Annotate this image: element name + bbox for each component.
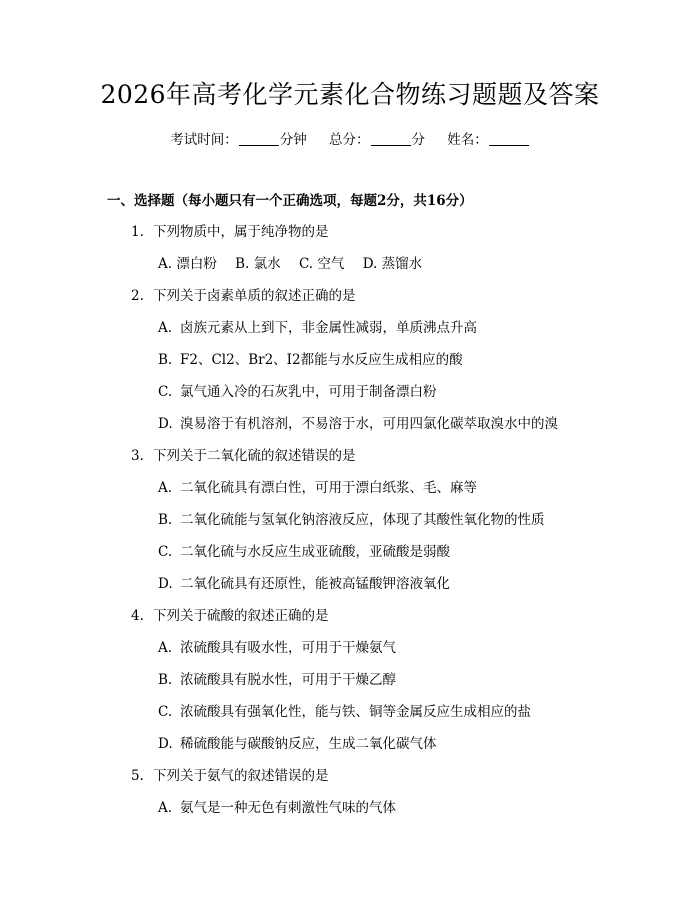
option-letter: C.	[298, 256, 314, 272]
option-letter: B.	[158, 512, 173, 528]
section-heading: 一、选择题（每小题只有一个正确选项，每题2分，共16分）	[107, 193, 473, 209]
question-number: 5.	[131, 768, 144, 784]
option-item	[158, 574, 450, 594]
question-stem	[131, 286, 356, 306]
option-item	[158, 670, 396, 690]
option-text: 二氧化硫具有还原性，能被高锰酸钾溶液氧化	[180, 576, 450, 592]
option-letter: B.	[235, 256, 250, 272]
exam-meta-line	[0, 130, 700, 150]
option-item	[158, 414, 558, 434]
option-item	[363, 256, 422, 272]
option-text: 浓硫酸具有强氧化性，能与铁、铜等金属反应生成相应的盐	[180, 704, 531, 720]
total-score-label: 总分：	[329, 132, 370, 148]
question-stem	[131, 766, 329, 786]
option-text: 溴易溶于有机溶剂，不易溶于水，可用四氯化碳萃取溴水中的溴	[180, 416, 558, 432]
option-letter: A.	[158, 256, 173, 272]
option-item	[299, 256, 344, 272]
option-item	[158, 798, 396, 818]
question-number: 3.	[131, 448, 144, 464]
question-text: 下列关于二氧化硫的叙述错误的是	[153, 448, 356, 464]
question-number: 4.	[131, 608, 144, 624]
option-letter: C.	[158, 544, 173, 560]
option-item	[158, 734, 437, 754]
option-text: 氯气通入冷的石灰乳中，可用于制备漂白粉	[180, 384, 437, 400]
option-item	[158, 542, 450, 562]
option-letter: C.	[158, 384, 173, 400]
option-letter: D.	[362, 256, 378, 272]
option-item	[158, 702, 531, 722]
total-score-field	[329, 130, 425, 150]
option-row	[158, 254, 436, 274]
option-text: F2、Cl2、Br2、I2都能与水反应生成相应的酸	[180, 352, 463, 368]
option-letter: D.	[158, 576, 173, 592]
option-text: 氯水	[253, 256, 281, 272]
question-text: 下列关于卤素单质的叙述正确的是	[153, 288, 356, 304]
exam-time-blank	[239, 131, 279, 146]
option-item	[158, 350, 463, 370]
question-stem	[131, 222, 329, 242]
question-number: 2.	[131, 288, 144, 304]
option-item	[158, 638, 396, 658]
question-text: 下列物质中，属于纯净物的是	[153, 224, 329, 240]
option-text: 二氧化硫能与氢氧化钠溶液反应，体现了其酸性氧化物的性质	[180, 512, 545, 528]
question-text: 下列关于硫酸的叙述正确的是	[153, 608, 329, 624]
option-letter: D.	[158, 736, 173, 752]
option-letter: A.	[158, 480, 173, 496]
option-letter: A.	[158, 800, 173, 816]
student-name-label: 姓名：	[447, 132, 488, 148]
option-item	[158, 478, 477, 498]
total-score-unit: 分	[411, 132, 425, 148]
question-stem	[131, 446, 356, 466]
option-text: 氨气是一种无色有刺激性气味的气体	[180, 800, 396, 816]
option-letter: A.	[158, 320, 173, 336]
option-text: 二氧化硫与水反应生成亚硫酸，亚硫酸是弱酸	[180, 544, 450, 560]
option-item	[158, 382, 437, 402]
option-letter: B.	[158, 672, 173, 688]
option-text: 蒸馏水	[381, 256, 423, 272]
option-text: 漂白粉	[176, 256, 217, 272]
option-text: 卤族元素从上到下，非金属性减弱，单质沸点升高	[180, 320, 477, 336]
option-item	[158, 256, 217, 272]
student-name-field	[447, 130, 530, 150]
option-letter: A.	[158, 640, 173, 656]
option-text: 二氧化硫具有漂白性，可用于漂白纸浆、毛、麻等	[180, 480, 477, 496]
student-name-blank	[489, 131, 529, 146]
total-score-blank	[371, 131, 411, 146]
option-letter: C.	[158, 704, 173, 720]
option-item	[158, 318, 477, 338]
option-item	[158, 510, 545, 530]
exam-time-unit: 分钟	[279, 132, 307, 148]
exam-time-field	[170, 130, 307, 150]
option-text: 稀硫酸能与碳酸钠反应，生成二氧化碳气体	[180, 736, 437, 752]
page-title: 2026年高考化学元素化合物练习题题及答案	[100, 80, 600, 109]
option-item	[235, 256, 281, 272]
option-letter: D.	[158, 416, 173, 432]
option-letter: B.	[158, 352, 173, 368]
exam-time-label: 考试时间：	[170, 132, 238, 148]
option-text: 浓硫酸具有吸水性，可用于干燥氨气	[180, 640, 396, 656]
question-text: 下列关于氨气的叙述错误的是	[153, 768, 329, 784]
option-text: 浓硫酸具有脱水性，可用于干燥乙醇	[180, 672, 396, 688]
option-text: 空气	[317, 256, 345, 272]
question-number: 1.	[131, 224, 144, 240]
question-stem	[131, 606, 329, 626]
